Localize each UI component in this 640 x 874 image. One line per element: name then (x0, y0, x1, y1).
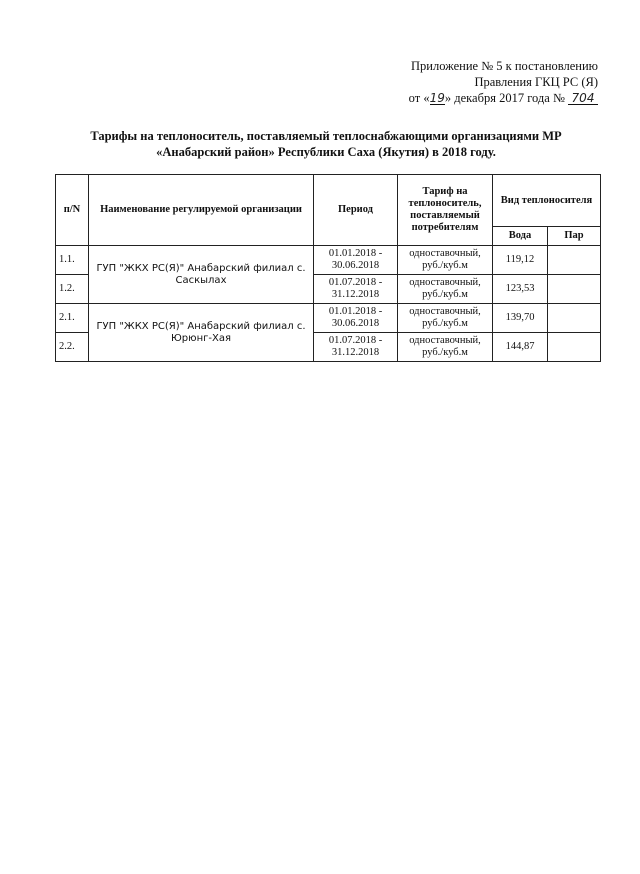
organization-name: ГУП "ЖКХ РС(Я)" Анабарский филиал с. Саскылах (89, 246, 314, 304)
header-tariff: Тариф на теплоноситель, поставляемый потребителям (398, 175, 493, 246)
water-value-cell: 144,87 (493, 333, 548, 362)
handwritten-day: 19 (429, 91, 445, 105)
header-num: п/N (56, 175, 89, 246)
period-cell: 01.01.2018 - 30.06.2018 (314, 304, 398, 333)
organization-name: ГУП "ЖКХ РС(Я)" Анабарский филиал с. Юрюнг-Хая (89, 304, 314, 362)
date-middle: » декабря 2017 года № (444, 91, 565, 105)
water-value-cell: 139,70 (493, 304, 548, 333)
tariff-type-cell: одноставочный, руб./куб.м (398, 275, 493, 304)
water-value-cell: 123,53 (493, 275, 548, 304)
header-line-date (338, 90, 598, 106)
tariff-type-cell: одноставочный, руб./куб.м (398, 333, 493, 362)
document-title (52, 128, 600, 160)
tariff-type-cell: одноставочный, руб./куб.м (398, 246, 493, 275)
header-steam: Пар (548, 227, 601, 246)
row-number: 2.1. (56, 304, 89, 333)
table-row (56, 246, 601, 275)
title-line-1: Тарифы на теплоноситель, поставляемый теплоснабжающими организациями МР (90, 129, 562, 143)
row-number: 2.2. (56, 333, 89, 362)
period-cell: 01.07.2018 - 31.12.2018 (314, 333, 398, 362)
steam-value-cell (548, 333, 601, 362)
period-cell: 01.07.2018 - 31.12.2018 (314, 275, 398, 304)
tariff-type-cell: одноставочный, руб./куб.м (398, 304, 493, 333)
date-prefix: от « (408, 91, 430, 105)
steam-value-cell (548, 275, 601, 304)
header-period: Период (314, 175, 398, 246)
header-carrier: Вид теплоносителя (493, 175, 601, 227)
row-number: 1.2. (56, 275, 89, 304)
tariff-table (55, 174, 601, 362)
handwritten-number: 704 (568, 92, 598, 105)
document-header (338, 58, 598, 106)
title-line-2: «Анабарский район» Республики Саха (Якутия) в 2018 году. (156, 145, 496, 159)
table-header-row (56, 175, 601, 227)
steam-value-cell (548, 246, 601, 275)
steam-value-cell (548, 304, 601, 333)
header-org: Наименование регулируемой организации (89, 175, 314, 246)
table-row (56, 304, 601, 333)
header-water: Вода (493, 227, 548, 246)
period-cell: 01.01.2018 - 30.06.2018 (314, 246, 398, 275)
water-value-cell: 119,12 (493, 246, 548, 275)
row-number: 1.1. (56, 246, 89, 275)
header-line-appendix: Приложение № 5 к постановлению (411, 59, 598, 73)
header-line-board: Правления ГКЦ РС (Я) (474, 75, 598, 89)
